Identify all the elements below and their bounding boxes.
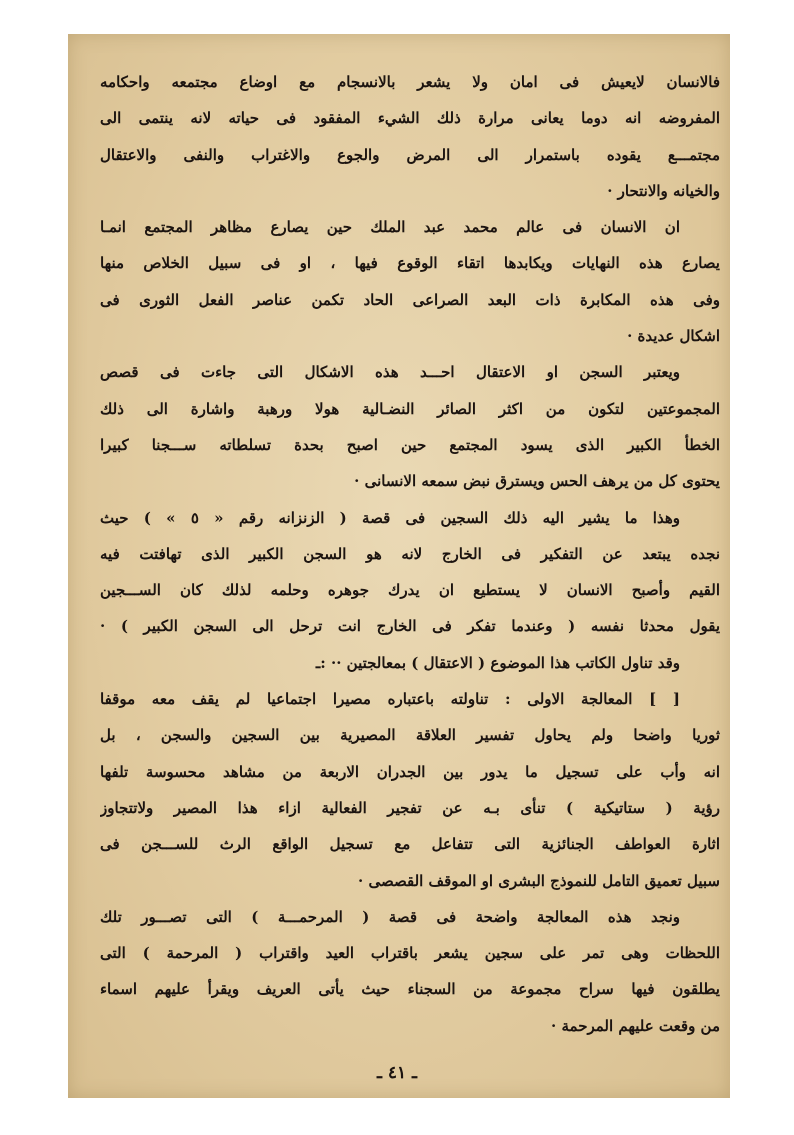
page-body-text xyxy=(100,64,720,1044)
text-line: اثارة العواطف الجنائزية التى تتفاعل مع تسجيل الواقع الرث للســـجن فى xyxy=(100,835,720,854)
text-line: رؤية ( ستاتيكية ) تنأى بـه عن تفجير الفعالية ازاء هذا المصير ولاتتجاوز xyxy=(100,798,720,817)
text-line: يصارع هذه النهايات ويكابدها اتقاء الوقوع فيها ، او فى سبيل الخلاص منها xyxy=(100,254,720,273)
text-line: وفى هذه المكابرة ذات البعد الصراعى الحاد تكمن عناصر الفعل الثورى فى xyxy=(100,290,720,309)
text-line: ثوريا واضحا ولم يحاول تفسير العلاقة المصيرية بين السجين والسجن ، بل xyxy=(100,726,720,745)
text-line: سبيل تعميق التامل للنموذج البشرى او الموقف القصصى · xyxy=(358,871,720,890)
page-number: ـ ٤١ ـ xyxy=(376,1063,418,1083)
text-line: الخطأ الكبير الذى يسود المجتمع حين اصبح بحدة تسلطاته ســـجنا كبيرا xyxy=(100,435,720,454)
text-line: القيم وأصبح الانسان لا يستطيع ان يدرك جوهره وحلمه لذلك كان الســـجين xyxy=(100,581,720,600)
text-line: اللحظات وهى تمر على سجين يشعر باقتراب العيد واقتراب ( المرحمة ) التى xyxy=(100,944,720,963)
text-line: ويعتبر السجن او الاعتقال احـــد هذه الاشكال التى جاءت فى قصص xyxy=(100,363,680,382)
text-line: ان الانسان فى عالم محمد عبد الملك حين يصارع مظاهر المجتمع انمـا xyxy=(100,218,680,237)
text-line: [ ] المعالجة الاولى : تناولته باعتباره مصيرا اجتماعيا لم يقف معه موقفا xyxy=(100,690,680,709)
text-line: وهذا ما يشير اليه ذلك السجين فى قصة ( الزنزانه رقم « ٥ » ) حيث xyxy=(100,508,680,527)
text-line: وقد تناول الكاتب هذا الموضوع ( الاعتقال ) بمعالجتين ·· :ـ xyxy=(315,653,680,672)
text-line: المفروضه انه دوما يعانى مرارة ذلك الشيء المفقود فى حياته لانه ينتمى الى xyxy=(100,109,720,128)
text-line: ونجد هذه المعالجة واضحة فى قصة ( المرحمـــة ) التى تصـــور تلك xyxy=(100,907,680,926)
text-line: يقول محدثا نفسه ( وعندما تفكر فى الخارج انت ترحل الى السجن الكبير ) · xyxy=(100,617,720,636)
text-line: مجتمـــع يقوده باستمرار الى المرض والجوع والاغتراب والنفى والاعتقال xyxy=(100,145,720,164)
text-line: والخيانه والانتحار · xyxy=(607,181,720,200)
text-line: يحتوى كل من يرهف الحس ويسترق نبض سمعه الانسانى · xyxy=(354,472,720,491)
text-line: نجده يبتعد عن التفكير فى الخارج لانه هو السجن الكبير الذى تهافتت فيه xyxy=(100,544,720,563)
text-line: انه وأب على تسجيل ما يدور بين الجدران الاربعة من مشاهد محسوسة تلفها xyxy=(100,762,720,781)
text-line: يطلقون فيها سراح مجموعة من السجناء حيث يأتى العريف ويقرأ عليهم اسماء xyxy=(100,980,720,999)
text-line: من وقعت عليهم المرحمة · xyxy=(551,1016,720,1035)
text-line: اشكال عديدة · xyxy=(627,327,720,346)
text-line: المجموعتين لتكون من اكثر الصائر النضـالية هولا ورهبة واشارة الى ذلك xyxy=(100,399,720,418)
text-line: فالانسان لايعيش فى امان ولا يشعر بالانسجام مع اوضاع مجتمعه واحكامه xyxy=(100,73,720,91)
